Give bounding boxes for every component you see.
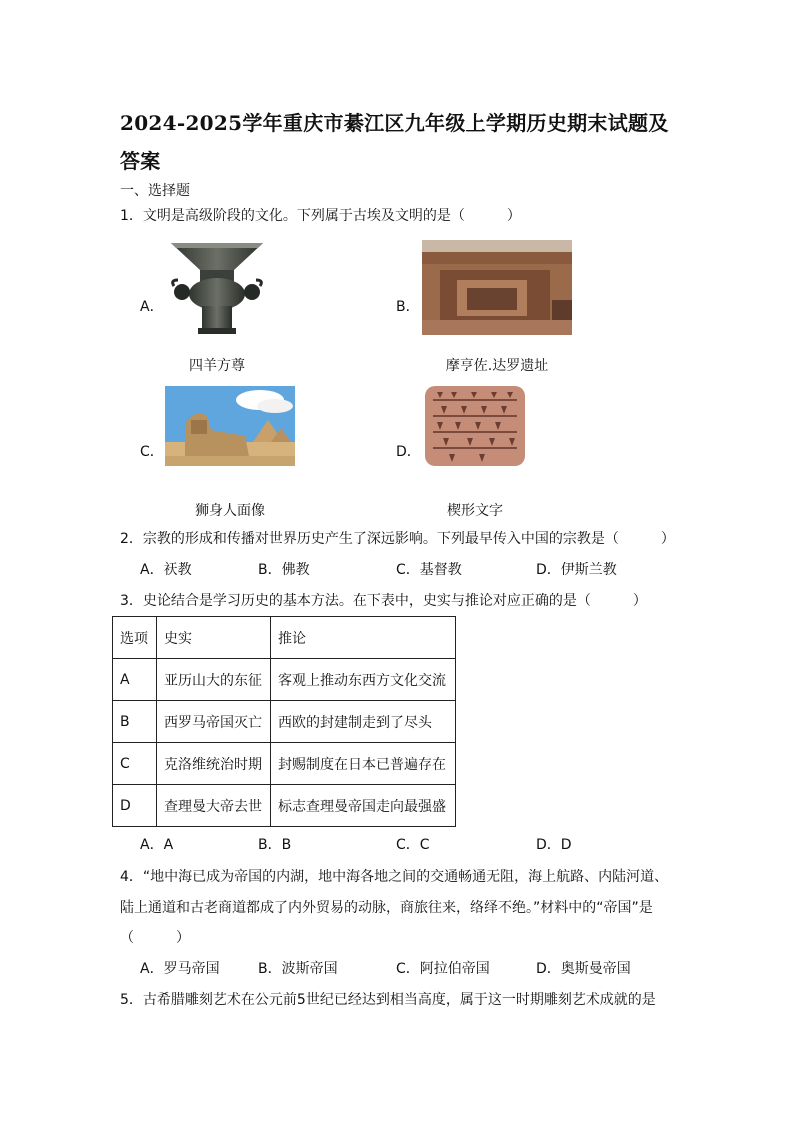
cell-inference: 封赐制度在日本已普遍存在 [271,743,456,785]
question-3-stem: 3．史论结合是学习历史的基本方法。在下表中，史实与推论对应正确的是（ ） [120,593,647,609]
title-line-2: 答案 [120,149,161,173]
q1-option-a-letter: A． [140,299,164,315]
table-row [113,743,456,785]
q3-option-a: A．A [140,837,174,853]
q1-option-c-letter: C． [140,444,164,460]
cell-fact: 亚历山大的东征 [157,659,271,701]
table-row [113,785,456,827]
header-inference: 推论 [271,617,456,659]
q2-option-b: B．佛教 [258,562,310,578]
cell-inference: 客观上推动东西方文化交流 [271,659,456,701]
table-row [113,701,456,743]
q4-option-c: C．阿拉伯帝国 [396,961,490,977]
q1-option-b-letter: B． [396,299,420,315]
q1-option-a-caption: 四羊方尊 [189,358,245,374]
table-row [113,659,456,701]
q1-option-d-caption: 楔形文字 [447,503,503,519]
cell-option: D [113,785,157,827]
cell-option: B [113,701,157,743]
cell-inference: 标志查理曼帝国走向最强盛 [271,785,456,827]
header-option: 选项 [113,617,157,659]
question-4-line-3: （ ） [120,930,190,946]
cell-option: C [113,743,157,785]
four-goat-square-zun-image [168,240,266,336]
q4-option-a: A．罗马帝国 [140,961,220,977]
page-title [120,104,700,180]
q3-option-c: C．C [396,837,430,853]
q2-option-c: C．基督教 [396,562,462,578]
title-line-1: 2024-2025学年重庆市綦江区九年级上学期历史期末试题及 [120,111,669,135]
q3-option-b: B．B [258,837,292,853]
q3-option-d: D．D [536,837,572,853]
q1-option-d-letter: D． [396,444,421,460]
question-4-line-1: 4．“地中海已成为帝国的内湖，地中海各地之间的交通畅通无阻，海上航路、内陆河道、 [120,869,669,885]
cell-fact: 查理曼大帝去世 [157,785,271,827]
header-fact: 史实 [157,617,271,659]
question-2-stem: 2．宗教的形成和传播对世界历史产生了深远影响。下列最早传入中国的宗教是（ ） [120,531,675,547]
q4-option-b: B．波斯帝国 [258,961,338,977]
cuneiform-tablet-image [423,384,527,468]
sphinx-image [165,386,295,466]
history-table [112,616,456,827]
q4-option-d: D．奥斯曼帝国 [536,961,631,977]
q1-option-b-caption: 摩亨佐.达罗遗址 [445,358,549,374]
q2-option-a: A．祆教 [140,562,192,578]
q2-option-d: D．伊斯兰教 [536,562,617,578]
question-1-stem: 1．文明是高级阶段的文化。下列属于古埃及文明的是（ ） [120,208,521,224]
question-4-line-2: 陆上通道和古老商道都成了内外贸易的动脉，商旅往来，络绎不绝。”材料中的“帝国”是 [120,900,653,916]
cell-fact: 西罗马帝国灭亡 [157,701,271,743]
mohenjo-daro-ruins-image [422,240,572,335]
q1-option-c-caption: 狮身人面像 [195,503,265,519]
cell-fact: 克洛维统治时期 [157,743,271,785]
section-heading: 一、选择题 [120,183,190,199]
table-header-row [113,617,456,659]
cell-option: A [113,659,157,701]
question-5-stem: 5．古希腊雕刻艺术在公元前5世纪已经达到相当高度，属于这一时期雕刻艺术成就的是 [120,992,656,1008]
cell-inference: 西欧的封建制走到了尽头 [271,701,456,743]
